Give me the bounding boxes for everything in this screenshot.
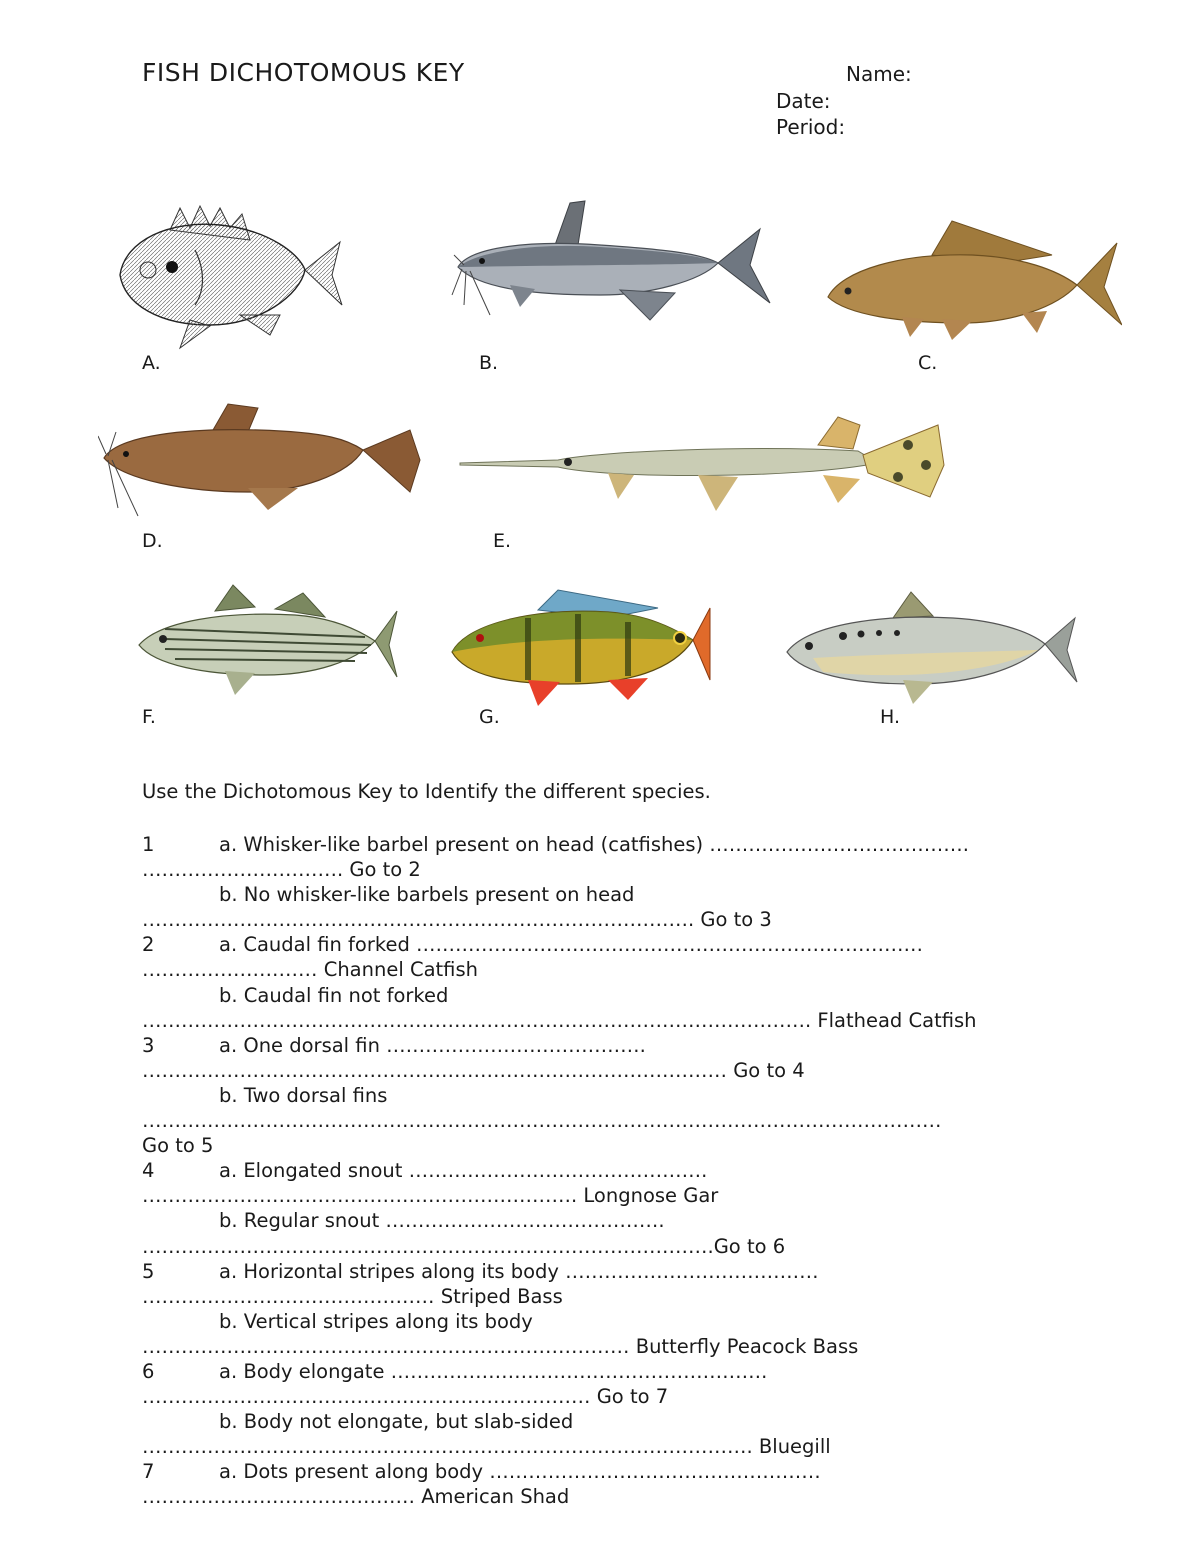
key-line-text: …………………………………………………………………………………………………………… [142, 1109, 942, 1133]
date-label: Date: [776, 89, 831, 113]
key-line-text: b. Body not elongate, but slab-sided [219, 1410, 574, 1434]
key-line [142, 1033, 1072, 1058]
period-label: Period: [776, 115, 846, 139]
key-line-text: b. Two dorsal fins [219, 1083, 388, 1107]
figure-letter-a: A. [142, 352, 161, 374]
key-line-text: a. One dorsal fin …………………………………. [219, 1033, 646, 1057]
key-line-text: a. Body elongate …………………………………………………. [219, 1359, 768, 1383]
key-line [142, 1309, 1072, 1334]
figure-letter-e: E. [493, 530, 512, 552]
key-line [142, 932, 1072, 957]
key-line [142, 1284, 1072, 1309]
key-line-text: a. Caudal fin forked …………………………………………………………………… [219, 933, 924, 957]
key-line [142, 1208, 1072, 1233]
key-line-text: b. No whisker-like barbels present on head [219, 883, 635, 907]
key-line [142, 983, 1072, 1008]
key-line [142, 1133, 1072, 1158]
figure-letter-d: D. [142, 530, 163, 552]
striped-bass-icon [135, 583, 400, 703]
key-line [142, 1158, 1072, 1183]
key-line [142, 832, 1072, 857]
peacock-bass-icon [448, 588, 713, 708]
figure-letter-b: B. [479, 352, 499, 374]
key-line-text: b. Caudal fin not forked [219, 983, 449, 1007]
key-line-text: …………………………………………………………………………. Go to 3 [142, 908, 772, 932]
key-step-number: 5 [142, 1259, 155, 1283]
key-line-text: ……………………………………… Striped Bass [142, 1284, 563, 1308]
key-line-text: …………………………. Go to 2 [142, 858, 421, 882]
key-line-text: ……………………………………………………………………………… Go to 4 [142, 1058, 805, 1082]
key-line [142, 1183, 1072, 1208]
key-line-text: a. Horizontal stripes along its body ………………………………… [219, 1259, 819, 1283]
key-line [142, 1384, 1072, 1409]
key-line [142, 1359, 1072, 1384]
key-line-text: Go to 5 [142, 1134, 214, 1158]
key-line-text: …………………………………………………………… Go to 7 [142, 1385, 669, 1409]
key-line-text: a. Whisker-like barbel present on head (catfishes) …………………………………. [219, 833, 970, 856]
key-line [142, 1083, 1072, 1108]
key-line-text: a. Elongated snout ………………………………………. [219, 1159, 708, 1183]
figure-letter-f: F. [142, 706, 156, 728]
key-line [142, 1334, 1072, 1359]
figure-letter-g: G. [479, 706, 500, 728]
key-line-text: ………………………………………………………………… Butterfly Peacock Bass [142, 1334, 859, 1358]
longnose-gar-icon [458, 415, 948, 525]
instructions: Use the Dichotomous Key to Identify the different species. [142, 780, 711, 803]
key-step-number: 7 [142, 1460, 155, 1484]
key-line-text: b. Vertical stripes along its body [219, 1309, 533, 1333]
key-line-text: …………………………………………………………. Longnose Gar [142, 1184, 719, 1208]
key-step-number: 1 [142, 833, 155, 856]
key-line-text: ……………………… Channel Catfish [142, 958, 478, 982]
figure-letter-c: C. [918, 352, 938, 374]
key-line [142, 957, 1072, 982]
key-line-text: …………………………………… American Shad [142, 1485, 570, 1509]
key-line [142, 1434, 1072, 1459]
bluegill-icon [110, 200, 350, 350]
figure-letter-h: H. [880, 706, 900, 728]
key-line [142, 1234, 1072, 1259]
key-line [142, 1058, 1072, 1083]
key-step-number: 6 [142, 1359, 155, 1383]
page-title: FISH DICHOTOMOUS KEY [142, 58, 465, 87]
key-step-number: 4 [142, 1159, 155, 1183]
channel-catfish-icon [450, 195, 780, 325]
key-line [142, 1108, 1072, 1133]
key-line-text: …………………………………………………………………………………………. Flathead Catfish [142, 1008, 977, 1032]
dichotomous-key [142, 832, 1072, 1510]
key-line-text: a. Dots present along body …………………………………………… [219, 1460, 821, 1484]
key-step-number: 3 [142, 1033, 155, 1057]
key-line [142, 1484, 1072, 1509]
flathead-catfish-icon [98, 400, 423, 520]
key-step-number: 2 [142, 933, 155, 957]
key-line [142, 857, 1072, 882]
key-line [142, 1409, 1072, 1434]
key-line-text: …………………………………………………………………………….Go to 6 [142, 1234, 786, 1258]
key-line [142, 1008, 1072, 1033]
key-line-text: b. Regular snout ……………………………………. [219, 1209, 665, 1233]
key-line [142, 1259, 1072, 1284]
key-line [142, 882, 1072, 907]
key-line-text: …………………………………………………………………………………. Bluegill [142, 1435, 831, 1459]
name-label: Name: [846, 62, 912, 86]
key-line [142, 907, 1072, 932]
american-shad-icon [783, 588, 1078, 708]
carp-icon [822, 215, 1122, 345]
key-line [142, 1459, 1072, 1484]
